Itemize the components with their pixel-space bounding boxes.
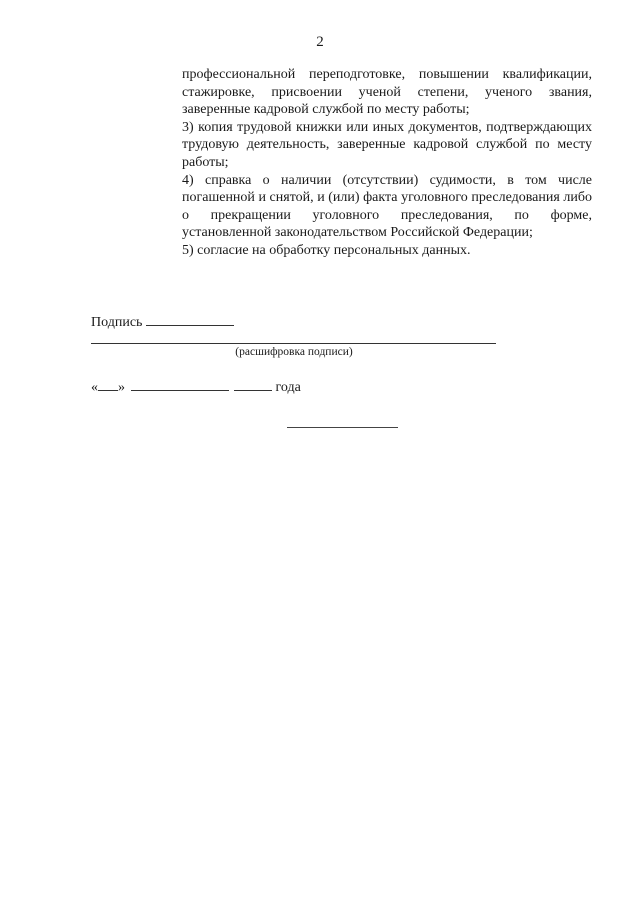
- documents-list: [182, 66, 592, 260]
- signature-decode-caption-wrap: [0, 346, 580, 358]
- date-close-quote: »: [118, 380, 125, 395]
- signature-decode-blank[interactable]: [91, 343, 496, 344]
- list-item-continuation: профессиональной переподготовке, повышении квалификации, стажировке, присвоении ученой степени, ученого звания, заверенные кадровой службой по месту работы;: [182, 67, 592, 118]
- signature-label: Подпись: [91, 315, 143, 330]
- date-open-quote: «: [91, 380, 98, 395]
- page-number: 2: [316, 34, 324, 50]
- document-end-divider: [287, 427, 398, 428]
- date-day-blank[interactable]: [98, 378, 118, 391]
- signature-decode-caption: (расшифровка подписи): [235, 346, 353, 358]
- signature-row: [91, 313, 234, 331]
- date-row: [91, 378, 301, 396]
- list-item-3: 3) копия трудовой книжки или иных документов, подтверждающих трудовую деятельность, заверенные кадровой службой по месту работы;: [182, 119, 592, 170]
- date-year-word: года: [275, 380, 301, 395]
- list-item-5: 5) согласие на обработку персональных данных.: [182, 242, 471, 258]
- date-month-blank[interactable]: [131, 378, 229, 391]
- date-year-blank[interactable]: [234, 378, 272, 391]
- list-item-4: 4) справка о наличии (отсутствии) судимости, в том числе погашенной и снятой, и (или) факта уголовного преследования либо о прекращении уголовного преследования, по форме, установленной законодательством Российской Федерации;: [182, 172, 592, 241]
- signature-blank[interactable]: [146, 313, 234, 326]
